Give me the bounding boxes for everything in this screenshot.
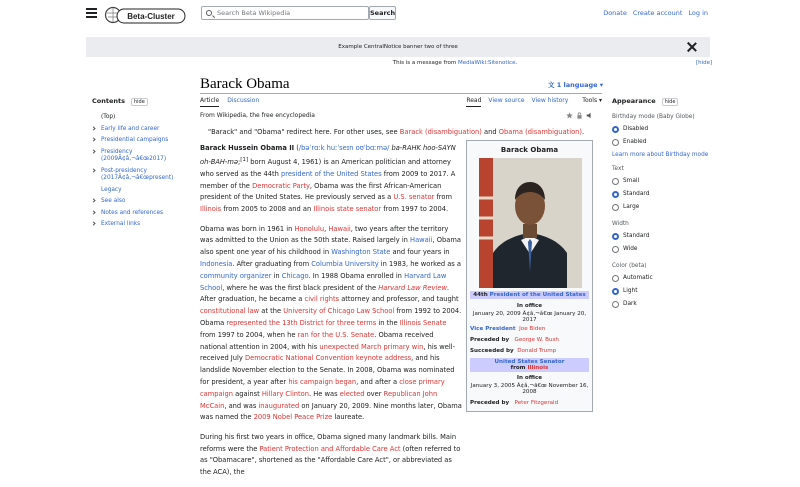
width-label: Width bbox=[612, 221, 629, 227]
toc-hide-button[interactable]: hide bbox=[131, 98, 148, 106]
site-logo[interactable] bbox=[104, 4, 188, 26]
page-indicators bbox=[563, 112, 593, 121]
birthday-more-link[interactable]: Learn more about Birthday mode bbox=[612, 152, 709, 158]
text-label: Text bbox=[612, 166, 624, 172]
toc-item[interactable]: Presidency (2009Ã¢â‚¬â€œ2017) bbox=[92, 149, 188, 164]
color-label: Color (beta) bbox=[612, 263, 647, 269]
in-office-label: In office bbox=[516, 303, 543, 309]
infobox-title: Barack Obama bbox=[500, 146, 559, 154]
term-dates: January 20, 2009 Ã¢â‚¬â€œ January 20, 2017 bbox=[472, 311, 587, 323]
radio-standard[interactable]: Standard bbox=[612, 191, 712, 198]
chevron-right-icon[interactable] bbox=[91, 126, 95, 130]
toc-title: Contents bbox=[92, 97, 125, 105]
toc-item[interactable]: Legacy bbox=[101, 186, 122, 193]
header bbox=[0, 0, 800, 30]
tab-view-history[interactable]: View history bbox=[531, 97, 569, 104]
table-of-contents bbox=[92, 97, 188, 233]
hatnote: "Barack" and "Obama" redirect here. For other uses, see Barack (disambiguation) and Obama (disambiguation). bbox=[208, 128, 585, 136]
birthday-label: Birthday mode (Baby Globe) bbox=[612, 114, 695, 120]
vice-president-row: Vice President Joe Biden bbox=[470, 326, 546, 332]
tab-read[interactable]: Read bbox=[466, 97, 481, 107]
star-icon[interactable] bbox=[566, 112, 573, 119]
term-dates: January 3, 2005 Ã¢â‚¬â€œ November 16, 2008 bbox=[470, 383, 589, 395]
article-body bbox=[200, 143, 462, 487]
paragraph: Obama was born in 1961 in Honolulu, Hawaii, two years after the territory was admitted to the Union as the 50th state. Raised largely in Hawaii, Obama also spent one year of his childhood in Washington State and four years in Indonesia. After graduating from Columbia University in 1983, he worked as a community organizer in Chicago. In 1988 Obama enrolled in Harvard Law School, where he was the first black president of the Harvard Law Review. After graduation, he became a civil rights attorney and professor, and taught constitutional law at the University of Chicago Law School from 1992 to 2004. Obama represented the 13th District for three terms in the Illinois Senate from 1997 to 2004, when he ran for the U.S. Senate. Obama received national attention in 2004, with his unexpected March primary win, his well-received July Democratic National Convention keynote address, and his landslide November election to the Senate. In 2008, Obama was nominated for president, a year after his campaign began, and after a close primary campaign against Hillary Clinton. He was elected over Republican John McCain, and was inaugurated on January 20, 2009. Nine months later, Obama was named the 2009 Nobel Peace Prize laureate. bbox=[200, 224, 462, 422]
page-tabs bbox=[200, 97, 602, 107]
chevron-right-icon[interactable] bbox=[91, 168, 95, 172]
radio-automatic[interactable]: Automatic bbox=[612, 275, 712, 282]
create-account-link[interactable]: Create account bbox=[632, 9, 683, 17]
appearance-hide-button[interactable]: hide bbox=[662, 98, 679, 106]
site-notice: This is a message from MediaWiki:Sitenotice. bbox=[392, 60, 518, 66]
search-input[interactable] bbox=[201, 6, 369, 20]
radio-dark[interactable]: Dark bbox=[612, 301, 712, 308]
login-link[interactable]: Log in bbox=[688, 9, 708, 17]
toc-item[interactable]: Notes and references bbox=[92, 210, 188, 218]
chevron-right-icon[interactable] bbox=[91, 198, 95, 202]
radio-enabled[interactable]: Enabled bbox=[612, 139, 712, 146]
portrait-image[interactable] bbox=[479, 158, 582, 288]
tab-article[interactable]: Article bbox=[200, 97, 219, 107]
toc-item[interactable]: Presidential campaigns bbox=[92, 137, 188, 145]
radio-light[interactable]: Light bbox=[612, 288, 712, 295]
toc-item[interactable]: Post-presidency (2017Ã¢â‚¬â€œpresent) bbox=[92, 168, 188, 183]
close-icon[interactable] bbox=[687, 42, 697, 52]
search-placeholder: Search Beta Wikipedia bbox=[217, 9, 291, 17]
audio-icon[interactable] bbox=[586, 112, 593, 119]
tab-view-source[interactable]: View source bbox=[488, 97, 525, 104]
chevron-right-icon[interactable] bbox=[91, 221, 95, 225]
radio-large[interactable]: Large bbox=[612, 204, 712, 211]
language-button[interactable]: 文 1 language ▾ bbox=[548, 81, 604, 89]
tools-menu[interactable]: Tools ▾ bbox=[582, 97, 602, 104]
appearance-title: Appearance bbox=[612, 97, 656, 105]
tools-label: Tools bbox=[582, 97, 598, 104]
office-header: United States Senator from Illinois bbox=[470, 358, 589, 372]
toc-item[interactable]: Early life and career bbox=[92, 126, 188, 134]
radio-width-wide[interactable]: Wide bbox=[612, 246, 712, 253]
office-header: 44th President of the United States bbox=[470, 291, 589, 299]
search-icon bbox=[206, 10, 212, 16]
preceded-by-row: Preceded by Peter Fitzgerald bbox=[470, 400, 559, 406]
search-button[interactable]: Search bbox=[369, 6, 396, 20]
lead-paragraph: Barack Hussein Obama II (/bəˈrɑːk huːˈseɪn oʊˈbɑːmə/ ba-RAHK hoo-SAYN oh-BAH-mə;[1] born August 4, 1961) is an American politician and attorney who served as the 44th president of the United States from 2009 to 2017. A member of the Democratic Party, Obama was the first African-American president of the United States. He previously served as a U.S. senator from Illinois from 2005 to 2008 and an Illinois state senator from 1997 to 2004. bbox=[200, 144, 456, 214]
toc-item[interactable]: External links bbox=[92, 221, 188, 229]
lock-icon[interactable] bbox=[576, 112, 583, 119]
paragraph: During his first two years in office, Obama signed many landmark bills. Main reforms were the Patient Protection and Affordable Care Act (often referred to as "Obamacare", shortened as the "Affordable Care Act", or abbreviated as the ACA), the bbox=[200, 432, 461, 477]
page-title: Barack Obama bbox=[200, 76, 290, 92]
preceded-by-row: Preceded by George W. Bush bbox=[470, 337, 559, 343]
personal-tools bbox=[597, 9, 708, 17]
succeeded-by-row: Succeeded by Donald Trump bbox=[470, 348, 557, 354]
tagline: From Wikipedia, the free encyclopedia bbox=[200, 112, 315, 119]
tab-discussion[interactable]: Discussion bbox=[227, 97, 260, 104]
radio-width-standard[interactable]: Standard bbox=[612, 233, 712, 240]
translate-icon: 文 bbox=[548, 81, 555, 89]
infobox bbox=[466, 140, 593, 412]
toc-item[interactable]: See also bbox=[92, 198, 188, 206]
radio-small[interactable]: Small bbox=[612, 178, 712, 185]
chevron-right-icon[interactable] bbox=[91, 149, 95, 153]
toc-item[interactable]: (Top) bbox=[101, 114, 116, 120]
chevron-right-icon[interactable] bbox=[91, 137, 95, 141]
main-menu-icon[interactable] bbox=[86, 8, 97, 18]
logo-text: Beta-Cluster bbox=[127, 12, 175, 21]
donate-link[interactable]: Donate bbox=[603, 9, 627, 17]
central-notice-banner: Example CentralNotice banner two of three bbox=[86, 37, 710, 57]
chevron-right-icon[interactable] bbox=[91, 210, 95, 214]
in-office-label: In office bbox=[516, 375, 543, 381]
hide-sitenotice-link[interactable]: [hide] bbox=[696, 60, 713, 66]
appearance-panel bbox=[612, 97, 712, 314]
language-label: 1 language bbox=[556, 81, 598, 89]
radio-disabled[interactable]: Disabled bbox=[612, 126, 712, 133]
title-divider bbox=[200, 93, 602, 94]
